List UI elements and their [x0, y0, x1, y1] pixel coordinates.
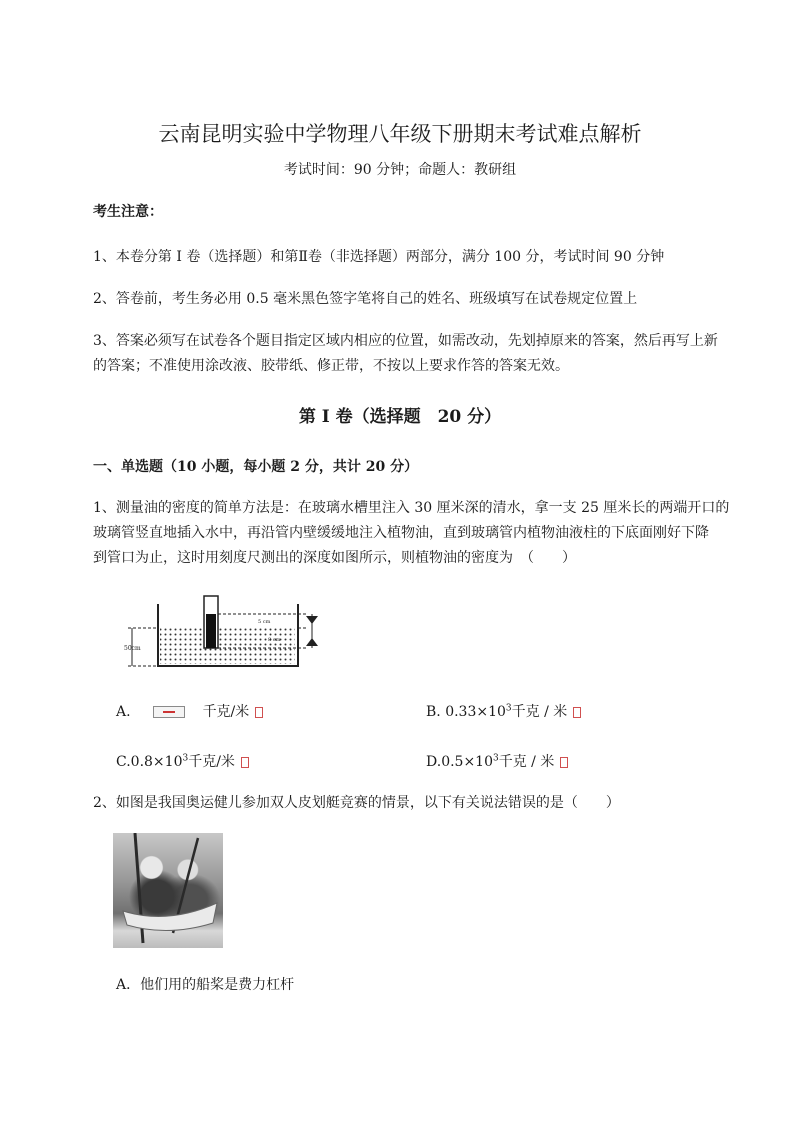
unit-exponent-image [573, 707, 581, 718]
unit-exponent-image [255, 707, 263, 718]
option-b-value: 0.33×10 [445, 704, 506, 720]
notice-item-3: 3、答案必须写在试卷各个题目指定区域内相应的位置，如需改动，先划掉原来的答案，然后再写上新 [93, 333, 718, 349]
option-a-letter: A. [116, 704, 131, 720]
option-d-letter: D. [426, 754, 442, 770]
canoe-photo [113, 833, 223, 948]
question-2-option-a[interactable]: A．他们用的船桨是费力杠杆 [116, 977, 295, 993]
option-b-exponent: 3 [505, 703, 512, 714]
option-c-exponent: 3 [182, 753, 189, 764]
canoe-photo-sketch [113, 833, 223, 948]
question-1-line-2: 玻璃管竖直地插入水中，再沿管内壁缓缓地注入植物油，直到玻璃管内植物油液柱的下底面刚好下降 [93, 525, 709, 541]
option-c-letter: C. [116, 754, 131, 770]
notice-item-3-cont: 的答案；不准使用涂改液、胶带纸、修正带，不按以上要求作答的答案无效。 [93, 358, 569, 374]
option-b-unit: 千克 / 米 [511, 704, 568, 720]
option-d-exponent: 3 [493, 753, 499, 764]
unit-exponent-image [560, 757, 568, 768]
notice-item-2: 2、答卷前，考生务必用 0.5 毫米黑色签字笔将自己的姓名、班级填写在试卷规定位置上 [93, 291, 638, 307]
label-50cm: 50cm [124, 645, 141, 652]
question-1-line-1: 1、测量油的密度的简单方法是：在玻璃水槽里注入 30 厘米深的清水，拿一支 25 厘米长的两端开口的 [93, 500, 730, 516]
page-title: 云南昆明实验中学物理八年级下册期末考试难点解析 [158, 122, 642, 146]
part-heading: 一、单选题（10 小题，每小题 2 分，共计 20 分） [93, 459, 419, 475]
tank-figure [118, 592, 330, 670]
option-d[interactable] [426, 751, 568, 771]
option-c[interactable] [116, 751, 249, 771]
label-5cm: 5 cm [258, 619, 271, 625]
oil-column [206, 614, 216, 648]
option-a-formula-image [153, 706, 185, 718]
option-d-unit: 千克 / 米 [498, 754, 555, 770]
label-8cm: 8 cm [268, 637, 281, 643]
question-1-line-3: 到管口为止，这时用刻度尺测出的深度如图所示，则植物油的密度为 （ ） [93, 550, 576, 566]
section-title: 第 I 卷（选择题 20 分） [298, 407, 502, 427]
water-fill [160, 628, 295, 664]
question-2-stem: 2、如图是我国奥运健儿参加双人皮划艇竞赛的情景，以下有关说法错误的是（ ） [93, 795, 620, 811]
notice-heading: 考生注意： [93, 204, 163, 220]
option-a[interactable] [116, 701, 263, 721]
option-a-unit: 千克/米 [202, 704, 250, 720]
option-c-unit: 千克/米 [188, 754, 235, 770]
notice-item-1: 1、本卷分第 I 卷（选择题）和第Ⅱ卷（非选择题）两部分，满分 100 分，考试时间 90 分钟 [93, 249, 665, 265]
option-b-letter: B. [426, 704, 441, 720]
exam-subtitle: 考试时间：90 分钟；命题人：教研组 [283, 162, 517, 178]
option-b[interactable] [426, 701, 581, 721]
option-c-value: 0.8×10 [130, 754, 183, 770]
option-d-value: 0.5×10 [441, 754, 493, 770]
unit-exponent-image [241, 757, 249, 768]
